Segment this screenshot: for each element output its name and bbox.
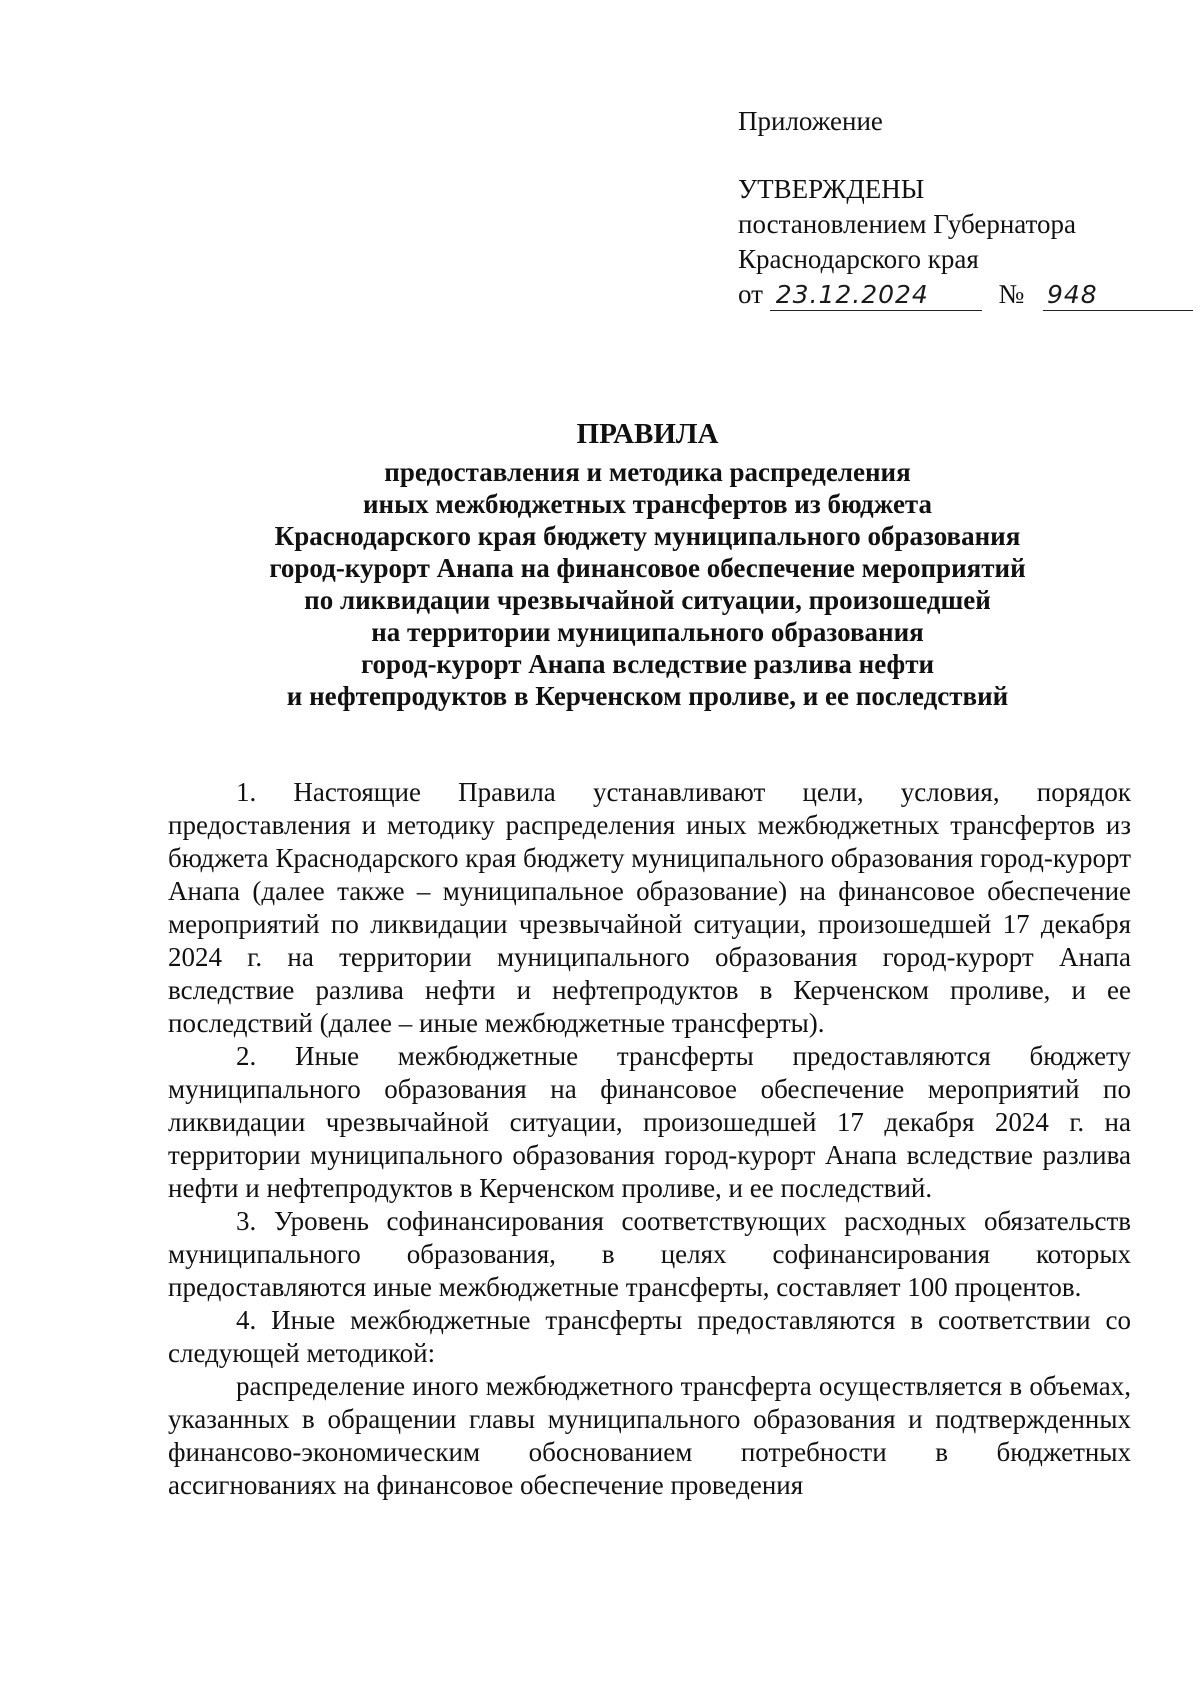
title-line: Краснодарского края бюджету муниципального образования	[274, 521, 1021, 551]
title-line: по ликвидации чрезвычайной ситуации, произошедшей	[304, 585, 991, 615]
handwritten-number: 948	[1043, 280, 1193, 311]
title-line: город-курорт Анапа на финансовое обеспечение мероприятий	[269, 553, 1026, 583]
document-title	[160, 418, 1135, 712]
date-number-line	[738, 277, 1158, 312]
paragraph-1: 1. Настоящие Правила устанавливают цели, условия, порядок предоставления и методику распределения иных межбюджетных трансфертов из бюджета Краснодарского края бюджету муниципального образования город-курорт Анапа (далее также – муниципальное образование) на финансовое обеспечение мероприятий по ликвидации чрезвычайной ситуации, произошедшей 17 декабря 2024 г. на территории муниципального образования город-курорт Анапа вследствие разлива нефти и нефтепродуктов в Керченском проливе, и ее последствий (далее – иные межбюджетные трансферты).	[168, 777, 1131, 1038]
paragraph-4: 4. Иные межбюджетные трансферты предоставляются в соответствии со следующей методикой:	[168, 1305, 1131, 1368]
paragraph-3: 3. Уровень софинансирования соответствующих расходных обязательств муниципального образования, в целях софинансирования которых предоставляются иные межбюджетные трансферты, составляет 100 процентов.	[168, 1206, 1131, 1302]
approval-block	[738, 104, 1158, 312]
paragraph-2: 2. Иные межбюджетные трансферты предоставляются бюджету муниципального образования на финансовое обеспечение мероприятий по ликвидации чрезвычайной ситуации, произошедшей 17 декабря 2024 г. на территории муниципального образования город-курорт Анапа вследствие разлива нефти и нефтепродуктов в Керченском проливе, и ее последствий.	[168, 1041, 1131, 1203]
approved-by-line-2: Краснодарского края	[738, 244, 979, 274]
title-main: ПРАВИЛА	[576, 418, 719, 450]
handwritten-date: 23.12.2024	[770, 280, 982, 311]
approved-by-line-1: постановлением Губернатора	[738, 209, 1076, 239]
number-sign: №	[998, 279, 1025, 309]
title-line: иных межбюджетных трансфертов из бюджета	[362, 489, 933, 519]
title-line: и нефтепродуктов в Керченском проливе, и ее последствий	[286, 681, 1009, 711]
title-line: на территории муниципального образования	[371, 617, 924, 647]
date-prefix: от	[738, 279, 763, 309]
title-line: предоставления и методика распределения	[384, 457, 911, 487]
appendix-label: Приложение	[738, 106, 883, 136]
approved-label: УТВЕРЖДЕНЫ	[738, 174, 925, 204]
paragraph-5: распределение иного межбюджетного трансферта осуществляется в объемах, указанных в обращении главы муниципального образования и подтвержденных финансово-экономическим обоснованием потребности в бюджетных ассигнованиях на финансовое обеспечение проведения	[168, 1371, 1131, 1500]
title-line: город-курорт Анапа вследствие разлива нефти	[360, 649, 935, 679]
document-body	[168, 776, 1131, 1502]
